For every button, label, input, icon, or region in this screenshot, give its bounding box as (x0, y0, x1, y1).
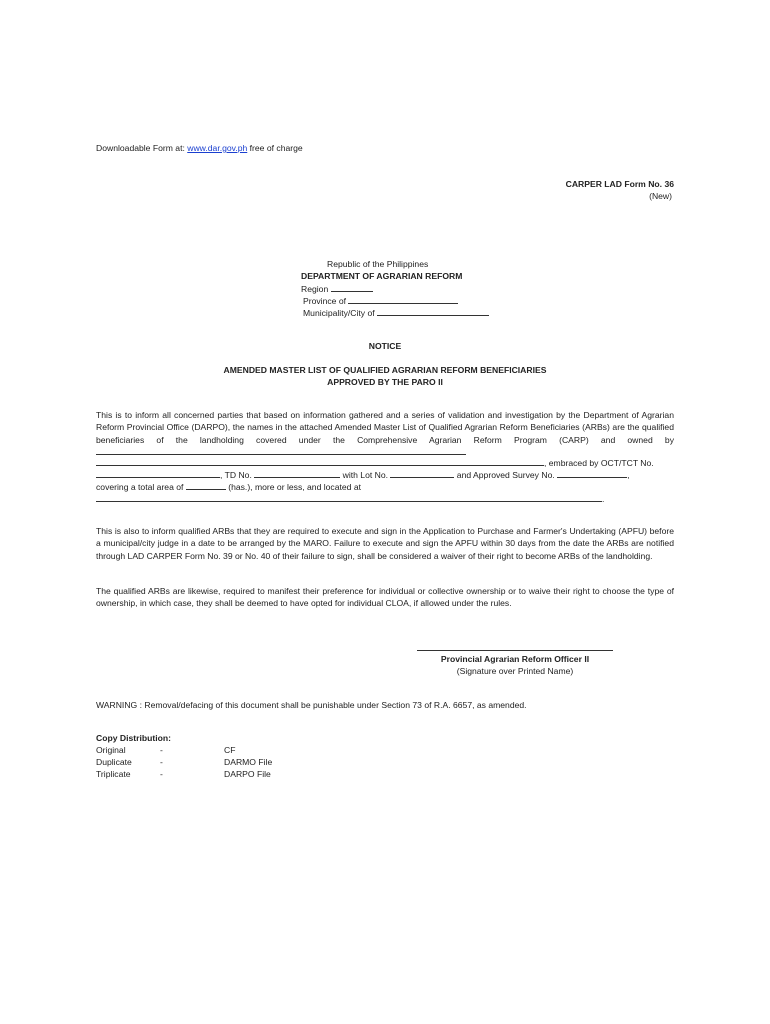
lot-blank (390, 469, 454, 478)
signature-note: (Signature over Printed Name) (456, 666, 574, 676)
td-blank (254, 469, 340, 478)
owner-blank (96, 446, 466, 455)
republic-line: Republic of the Philippines (327, 259, 429, 269)
municipality-blank (377, 307, 489, 316)
municipality-label: Municipality/City of (303, 308, 375, 318)
paragraph-ownership: The qualified ARBs are likewise, required to manifest their preference for individual or collective ownership or to waive their right to choose the type of ownership, in which case, they shall be deemed to have opted for individual CLOA, if allowed under the rules. (96, 586, 674, 609)
province-field (303, 295, 458, 306)
download-note (96, 143, 303, 153)
lot-label: with Lot No. (342, 470, 389, 480)
department-line: DEPARTMENT OF AGRARIAN REFORM (301, 271, 463, 281)
copy-recipient: DARPO File (224, 769, 271, 779)
notice-title-line1: AMENDED MASTER LIST OF QUALIFIED AGRARIAN REFORM BENEFICIARIES (223, 365, 547, 375)
download-suffix: free of charge (247, 143, 303, 153)
signature-line (417, 650, 613, 651)
warning-text: WARNING : Removal/defacing of this document shall be punishable under Section 73 of R.A. 6657, as amended. (96, 700, 527, 710)
download-prefix: Downloadable Form at: (96, 143, 188, 153)
copy-dash: - (160, 757, 163, 767)
location-blank (96, 493, 602, 502)
municipality-field (303, 307, 489, 318)
owner-blank-2 (96, 457, 544, 466)
paragraph-inform (96, 409, 674, 458)
paragraph-inform-text: This is to inform all concerned parties that based on information gathered and a series of validation and investigation by the Department of Agrarian Reform Provincial Office (DARPO), the names in the attached Amended Master List of Qualified Agrarian Reform Beneficiaries (ARBs) are the qualified beneficiaries of the landholding covered under the Comprehensive Agrarian Reform Program (CARP) and owned by (96, 410, 674, 445)
form-status: (New) (649, 191, 672, 201)
td-label: , TD No. (220, 470, 252, 480)
area-blank (186, 481, 226, 490)
location-line: . (96, 493, 604, 504)
province-label: Province of (303, 296, 346, 306)
copy-recipient: CF (224, 745, 236, 755)
paragraph-apfu: This is also to inform qualified ARBs that they are required to execute and sign in the Application to Purchase and Farmer's Undertaking (APFU) before a municipal/city judge in a date to be arranged by the MARO. Failure to execute and sign the APFU within 30 days from the date the ARBs are notified through LAD CARPER Form No. 39 or No. 40 of their failure to sign, shall be considered a waiver of their right to become ARBs of the landholding. (96, 526, 674, 561)
region-label: Region (301, 284, 329, 294)
copy-duplicate: Duplicate (96, 757, 132, 767)
embraced-label: , embraced by OCT/TCT No. (544, 458, 654, 468)
copy-dash: - (160, 769, 163, 779)
notice-title-line2: APPROVED BY THE PARO II (327, 377, 443, 387)
copy-recipient: DARMO File (224, 757, 273, 767)
oct-tct-blank (96, 469, 220, 478)
province-blank (348, 295, 458, 304)
area-line (96, 481, 361, 492)
notice-heading: NOTICE (368, 341, 402, 351)
area-suffix: (has.), more or less, and located at (228, 482, 362, 492)
copy-dash: - (160, 745, 163, 755)
survey-label: and Approved Survey No. (456, 470, 555, 480)
survey-blank (557, 469, 627, 478)
copy-distribution-heading: Copy Distribution: (96, 733, 171, 743)
title-details-line: , TD No. with Lot No. and Approved Survey No. , (96, 469, 630, 480)
region-blank (331, 283, 373, 292)
download-link[interactable]: www.dar.gov.ph (187, 143, 248, 153)
copy-triplicate: Triplicate (96, 769, 131, 779)
copy-original: Original (96, 745, 126, 755)
region-field (301, 283, 373, 294)
area-label: covering a total area of (96, 482, 184, 492)
form-number: CARPER LAD Form No. 36 (565, 179, 674, 189)
signature-title: Provincial Agrarian Reform Officer II (440, 654, 590, 664)
embraced-line (96, 457, 654, 468)
